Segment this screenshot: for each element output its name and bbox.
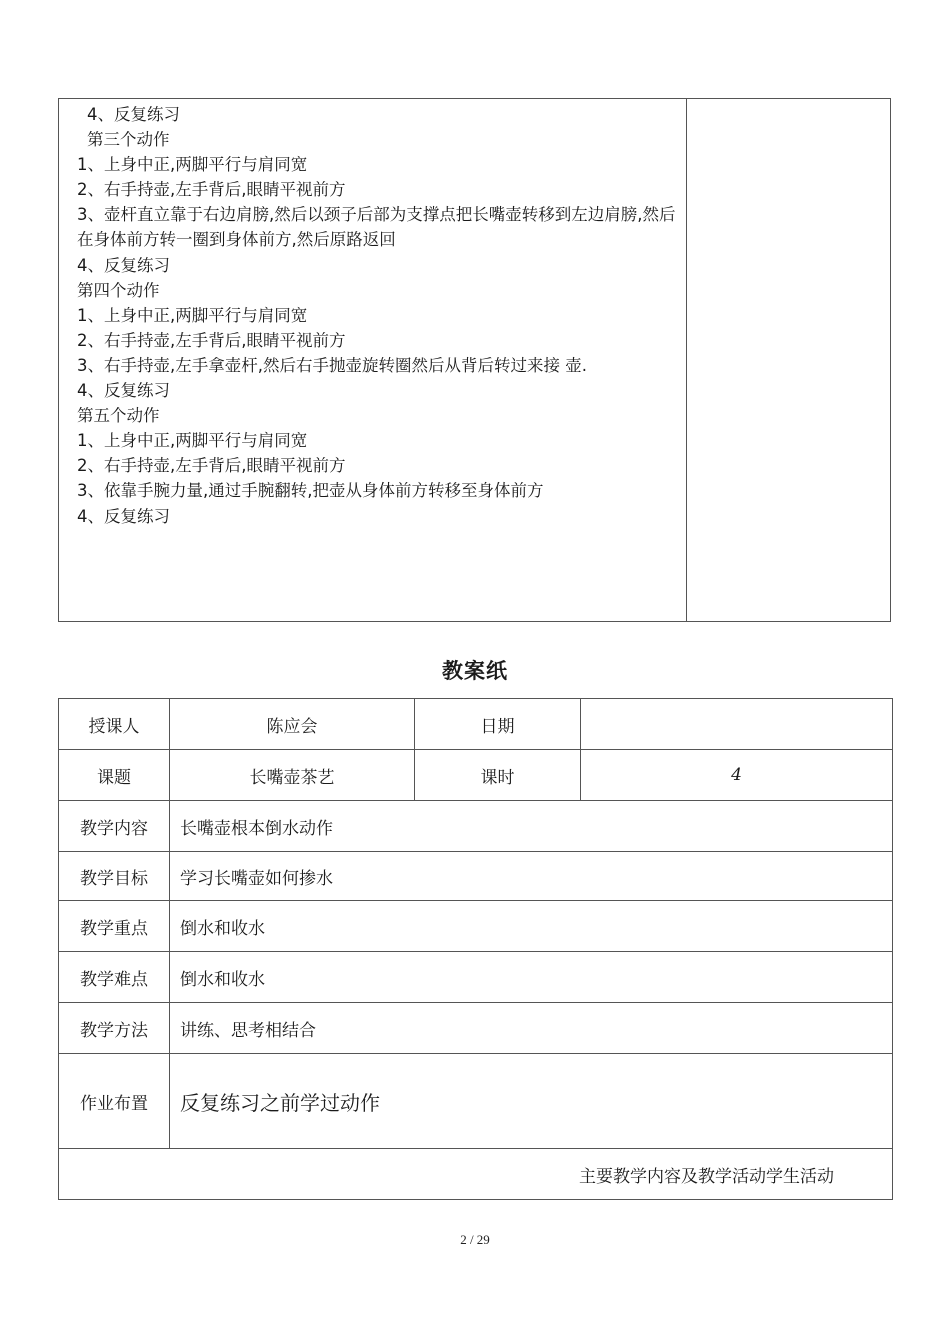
content-label: 教学内容 [59,801,170,852]
difficulty-label: 教学难点 [59,952,170,1003]
table-row [59,901,893,952]
difficulty-value: 倒水和收水 [170,952,893,1003]
step-line: 2、右手持壶,左手背后,眼睛平视前方 [77,180,346,200]
action-heading: 第五个动作 [77,406,160,426]
hours-label: 课时 [415,750,581,801]
method-value: 讲练、思考相结合 [170,1003,893,1054]
teacher-label: 授课人 [59,699,170,750]
homework-label: 作业布置 [59,1054,170,1149]
key-point-label: 教学重点 [59,901,170,952]
continuation-table [58,98,891,622]
step-line: 1、上身中正,两脚平行与肩同宽 [77,155,308,175]
step-line: 2、右手持壶,左手背后,眼睛平视前方 [77,330,346,350]
date-value [581,699,893,750]
page-title: 教案纸 [442,659,508,683]
step-line: 4、反复练习 [77,506,170,526]
step-line: 3、依靠手腕力量,通过手腕翻转,把壶从身体前方转移至身体前方 [77,481,544,501]
step-line: 3、右手持壶,左手拿壶杆,然后右手抛壶旋转圈然后从背后转过来接 壶. [77,355,587,375]
activity-header: 主要教学内容及教学活动学生活动 [59,1149,893,1200]
table-row [59,952,893,1003]
step-line: 4、反复练习 [87,105,180,124]
homework-value: 反复练习之前学过动作 [170,1054,893,1149]
table-row [59,699,893,750]
teacher-value: 陈应会 [170,699,415,750]
step-line: 4、反复练习 [77,381,170,401]
table-row [59,750,893,801]
content-value: 长嘴壶根本倒水动作 [170,801,893,852]
lesson-plan-table [58,698,893,1200]
action-heading: 第四个动作 [77,280,160,300]
step-line: 1、上身中正,两脚平行与肩同宽 [77,431,308,451]
date-label: 日期 [415,699,581,750]
step-line: 2、右手持壶,左手背后,眼睛平视前方 [77,456,346,476]
topic-value: 长嘴壶茶艺 [170,750,415,801]
student-activity-cell [687,99,890,621]
goal-label: 教学目标 [59,852,170,901]
action-heading: 第三个动作 [87,130,170,150]
topic-label: 课题 [59,750,170,801]
step-line: 3、壶杆直立靠于右边肩膀,然后以颈子后部为支撑点把长嘴壶转移到左边肩膀,然后在身体前方转一圈到身体前方,然后原路返回 [77,205,676,250]
step-line: 1、上身中正,两脚平行与肩同宽 [77,305,308,325]
table-row [59,852,893,901]
goal-value: 学习长嘴壶如何掺水 [170,852,893,901]
key-point-value: 倒水和收水 [170,901,893,952]
hours-value: 4 [581,750,893,801]
table-row [59,1149,893,1200]
table-row [59,1003,893,1054]
page-number: 2 / 29 [460,1232,490,1247]
continuation-content-cell [59,99,687,621]
table-row [59,801,893,852]
method-label: 教学方法 [59,1003,170,1054]
step-line: 4、反复练习 [77,255,170,275]
table-row [59,1054,893,1149]
